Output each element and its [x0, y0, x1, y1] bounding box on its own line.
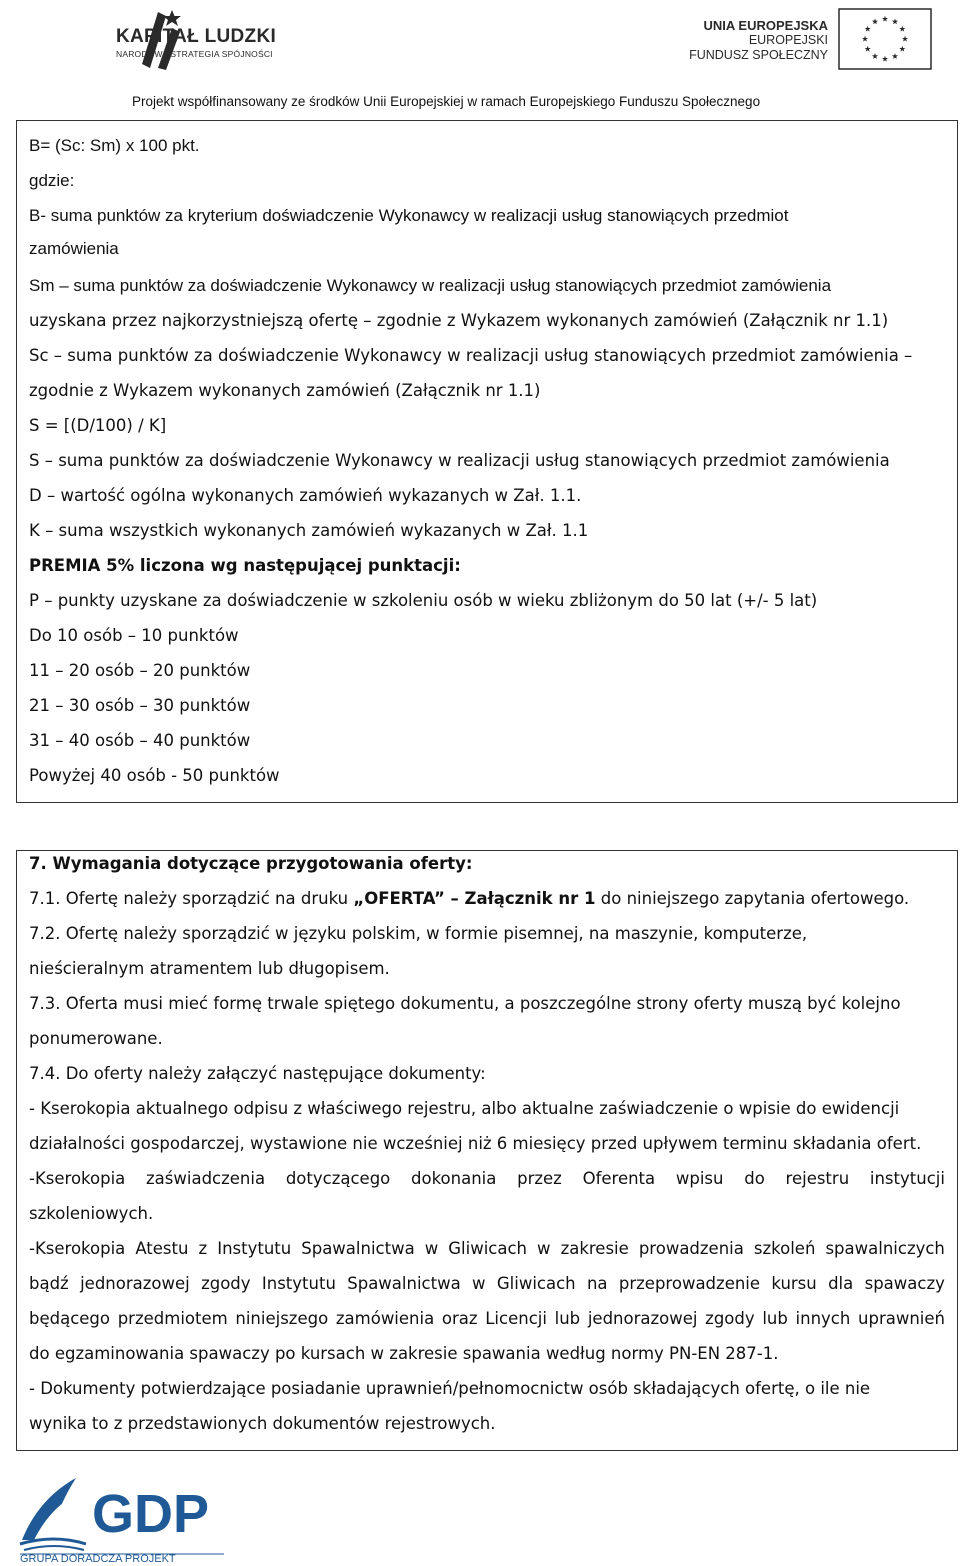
word: jednorazowej: [587, 1309, 698, 1328]
word: Licencji: [485, 1309, 547, 1328]
word: w: [424, 1239, 439, 1258]
word: zaświadczenia: [146, 1169, 266, 1188]
text-line: szkoleniowych.: [29, 1204, 154, 1223]
text-line: S – suma punktów za doświadczenie Wykonawcy w realizacji usług stanowiących przedmiot zamówienia: [29, 451, 890, 470]
points-row: 31 – 40 osób – 40 punktów: [29, 731, 251, 750]
word: oraz: [441, 1309, 478, 1328]
word: wpisu: [675, 1169, 724, 1188]
word: uprawnień: [858, 1309, 945, 1328]
word: Gliwicach: [448, 1239, 527, 1258]
word: do: [744, 1169, 765, 1188]
item-7-4: 7.4. Do oferty należy załączyć następujące dokumenty:: [29, 1064, 486, 1083]
word: bądź: [29, 1274, 69, 1293]
word: instytucji: [869, 1169, 945, 1188]
word: dokonania: [411, 1169, 497, 1188]
text-line: działalności gospodarczej, wystawione nie wcześniej niż 6 miesięcy przed upływem terminu składania ofert.: [29, 1134, 922, 1153]
word: innych: [795, 1309, 851, 1328]
document-item: - Dokumenty potwierdzające posiadanie uprawnień/pełnomocnictw osób składających ofertę, o ile nie: [29, 1379, 871, 1398]
item-7-2: 7.2. Ofertę należy sporządzić w języku polskim, w formie pisemnej, na maszynie, komputerze,: [29, 924, 808, 943]
points-row: 21 – 30 osób – 30 punktów: [29, 696, 251, 715]
document-item: [29, 1239, 945, 1259]
word: lub: [762, 1309, 788, 1328]
formula-b: B= (Sc: Sm) x 100 pkt.: [29, 136, 200, 155]
word: jednorazowej: [80, 1274, 190, 1293]
item-7-1: [29, 889, 909, 909]
word: -Kserokopia: [29, 1169, 126, 1188]
gdp-wordmark: GDP: [92, 1484, 210, 1544]
gdp-logo: [14, 1470, 254, 1562]
word: spawaczy: [864, 1274, 945, 1293]
scoring-criteria-box: [16, 120, 958, 803]
word: zgody: [201, 1274, 251, 1293]
word: spawalniczych: [825, 1239, 945, 1258]
kapital-ludzki-title: KAPITAŁ LUDZKI: [116, 26, 277, 47]
text-line: wynika to z przedstawionych dokumentów rejestrowych.: [29, 1414, 496, 1433]
word: zgody: [705, 1309, 755, 1328]
word: w: [537, 1239, 551, 1258]
text-line: ponumerowane.: [29, 1029, 163, 1048]
points-row: Do 10 osób – 10 punktów: [29, 626, 239, 645]
text-line: gdzie:: [29, 171, 75, 190]
word: dla: [828, 1274, 854, 1293]
word: na: [586, 1274, 608, 1293]
word: szkoleń: [753, 1239, 816, 1258]
text-line: [29, 1274, 945, 1294]
points-row: 11 – 20 osób – 20 punktów: [29, 661, 251, 680]
word: Instytutu: [261, 1274, 336, 1293]
word: Spawalnictwa: [301, 1239, 415, 1258]
text-line: zamówienia: [29, 239, 119, 258]
text-line: Sc – suma punktów za doświadczenie Wykonawcy w realizacji usług stanowiących przedmiot zamówienia –: [29, 346, 913, 365]
word: Atestu: [135, 1239, 189, 1258]
text-line: P – punkty uzyskane za doświadczenie w szkoleniu osób w wieku zbliżonym do 50 lat (+/- 5 lat): [29, 591, 818, 610]
word: lub: [554, 1309, 581, 1328]
offer-requirements-box: [16, 850, 958, 1451]
word: prowadzenia: [638, 1239, 744, 1258]
word: przez: [517, 1169, 562, 1188]
text-line: D – wartość ogólna wykonanych zamówień wykazanych w Zał. 1.1.: [29, 486, 582, 505]
word: Instytutu: [217, 1239, 292, 1258]
gdp-subtitle: GRUPA DORADCZA PROJEKT: [20, 1553, 176, 1562]
document-item: - Kserokopia aktualnego odpisu z właściwego rejestru, albo aktualne zaświadczenie o wpisie do ewidencji: [29, 1099, 900, 1118]
text-line: zgodnie z Wykazem wykonanych zamówień (Załącznik nr 1.1): [29, 381, 541, 400]
word: -Kserokopia: [29, 1239, 126, 1258]
word: z: [198, 1239, 208, 1258]
word: kursu: [771, 1274, 817, 1293]
text-line: uzyskana przez najkorzystniejszą ofertę – zgodnie z Wykazem wykonanych zamówień (Załącznik nr 1.1): [29, 311, 889, 330]
points-row: Powyżej 40 osób - 50 punktów: [29, 766, 280, 785]
premium-heading: PREMIA 5% liczona wg następującej punktacji:: [29, 556, 461, 575]
section-heading: 7. Wymagania dotyczące przygotowania oferty:: [29, 854, 473, 873]
project-cofinance-line: Projekt współfinansowany ze środków Unii Europejskiej w ramach Europejskiego Funduszu Społecznego: [132, 94, 761, 109]
word: zakresie: [560, 1239, 629, 1258]
item-7-1-bold: „OFERTA” – Załącznik nr 1: [353, 889, 596, 908]
document-item: [29, 1169, 945, 1189]
word: w: [472, 1274, 486, 1293]
text-line: nieścieralnym atramentem lub długopisem.: [29, 959, 390, 978]
word: przedmiotem: [117, 1309, 228, 1328]
text-line: Sm – suma punktów za doświadczenie Wykonawcy w realizacji usług stanowiących przedmiot zamówienia: [29, 276, 832, 295]
word: Spawalnictwa: [347, 1274, 461, 1293]
item-7-1-text: 7.1. Ofertę należy sporządzić na druku: [29, 889, 354, 908]
word: niniejszego: [235, 1309, 329, 1328]
text-line: [29, 1309, 945, 1329]
eu-line-3: FUNDUSZ SPOŁECZNY: [689, 48, 828, 62]
word: Oferenta: [582, 1169, 656, 1188]
eu-flag-icon: [838, 8, 932, 70]
text-line: do egzaminowania spawaczy po kursach w zakresie spawania według normy PN-EN 287-1.: [29, 1344, 779, 1363]
word: zamówienia: [335, 1309, 435, 1328]
formula-s: S = [(D/100) / K]: [29, 416, 167, 435]
text-line: K – suma wszystkich wykonanych zamówień wykazanych w Zał. 1.1: [29, 521, 589, 540]
eu-line-2: EUROPEJSKI: [748, 33, 828, 47]
text-line: B- suma punktów za kryterium doświadczenie Wykonawcy w realizacji usług stanowiących przedmiot: [29, 206, 789, 225]
eu-line-1: UNIA EUROPEJSKA: [703, 18, 828, 33]
eu-text-block: [689, 18, 828, 63]
item-7-1-end: do niniejszego zapytania ofertowego.: [595, 889, 910, 908]
word: będącego: [29, 1309, 111, 1328]
word: Gliwicach: [496, 1274, 576, 1293]
word: rejestru: [785, 1169, 850, 1188]
word: przeprowadzenie: [618, 1274, 761, 1293]
word: dotyczącego: [285, 1169, 391, 1188]
item-7-3: 7.3. Oferta musi mieć formę trwale spiętego dokumentu, a poszczególne strony oferty muszą być kolejno: [29, 994, 901, 1013]
kapital-ludzki-subtitle: NARODOWA STRATEGIA SPÓJNOŚCI: [116, 49, 273, 59]
